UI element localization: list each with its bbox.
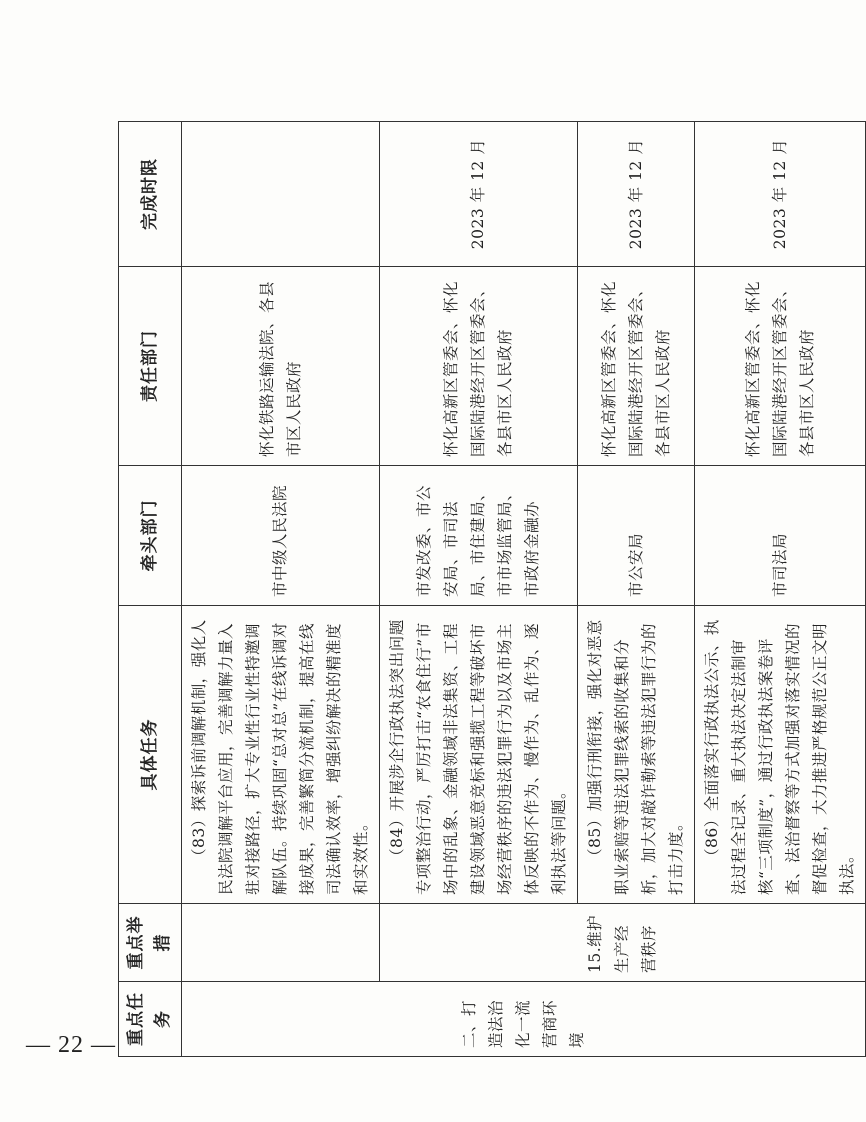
deadline-cell: 2023 年 12 月 xyxy=(578,122,695,267)
header-row xyxy=(119,122,182,1057)
resp-dept-cell: 怀化高新区管委会、怀化国际陆港经开区管委会、各县市区人民政府 xyxy=(578,267,695,466)
header-deadline: 完成时限 xyxy=(119,122,182,267)
measure-cell-empty xyxy=(182,904,380,982)
header-key-task: 重点任务 xyxy=(119,982,182,1057)
key-task-cell: 二、打造法治化一流营商环境 xyxy=(182,982,866,1057)
resp-dept-cell: 怀化铁路运输法院、各县市区人民政府 xyxy=(182,267,380,466)
resp-dept-cell: 怀化高新区管委会、怀化国际陆港经开区管委会、各县市区人民政府 xyxy=(695,267,866,466)
header-lead-dept: 牵头部门 xyxy=(119,466,182,606)
specific-task-cell: （85）加强行刑衔接，强化对恶意职业索赔等违法犯罪线索的收集和分析，加大对敲诈勒索等违法犯罪行为的打击力度。 xyxy=(578,606,695,904)
header-resp-dept: 责任部门 xyxy=(119,267,182,466)
measure-cell-15: 15.维护生产经营秩序 xyxy=(380,904,866,982)
deadline-cell: 2023 年 12 月 xyxy=(695,122,866,267)
specific-task-cell: （83）探索诉前调解机制，强化人民法院调解平台应用，完善调解力量入驻对接路径，扩大专业性行业性特邀调解队伍。持续巩固“总对总”在线诉调对接成果，完善繁简分流机制，提高在线司法确认效率，增强纠纷解决的精准度和实效性。 xyxy=(182,606,380,904)
task-table xyxy=(118,121,866,1057)
header-key-measure: 重点举措 xyxy=(119,904,182,982)
lead-dept-cell: 市发改委、市公安局、市司法局、市住建局、市市场监管局、市政府金融办 xyxy=(380,466,578,606)
specific-task-cell: （84）开展涉企行政执法突出问题专项整治行动，严厉打击“农食住行”市场中的乱象、金融领域非法集资、工程建设领域恶意竞标和强揽工程等破坏市场经营秩序的违法犯罪行为以及市场主体反映的不作为、慢作为、乱作为、逐利执法等问题。 xyxy=(380,606,578,904)
lead-dept-cell: 市中级人民法院 xyxy=(182,466,380,606)
deadline-cell: 2023 年 12 月 xyxy=(380,122,578,267)
lead-dept-cell: 市司法局 xyxy=(695,466,866,606)
table-row xyxy=(182,122,380,1057)
deadline-cell xyxy=(182,122,380,267)
header-specific-task: 具体任务 xyxy=(119,606,182,904)
resp-dept-cell: 怀化高新区管委会、怀化国际陆港经开区管委会、各县市区人民政府 xyxy=(380,267,578,466)
lead-dept-cell: 市公安局 xyxy=(578,466,695,606)
rotated-table-container xyxy=(118,122,856,1057)
specific-task-cell: （86）全面落实行政执法公示、执法过程全记录、重大执法决定法制审核“三项制度”，通过行政执法案卷评查、法治督察等方式加强对落实情况的督促检查，大力推进严格规范公正文明执法。 xyxy=(695,606,866,904)
table-row xyxy=(380,122,578,1057)
page-number: — 22 — xyxy=(26,1032,116,1058)
